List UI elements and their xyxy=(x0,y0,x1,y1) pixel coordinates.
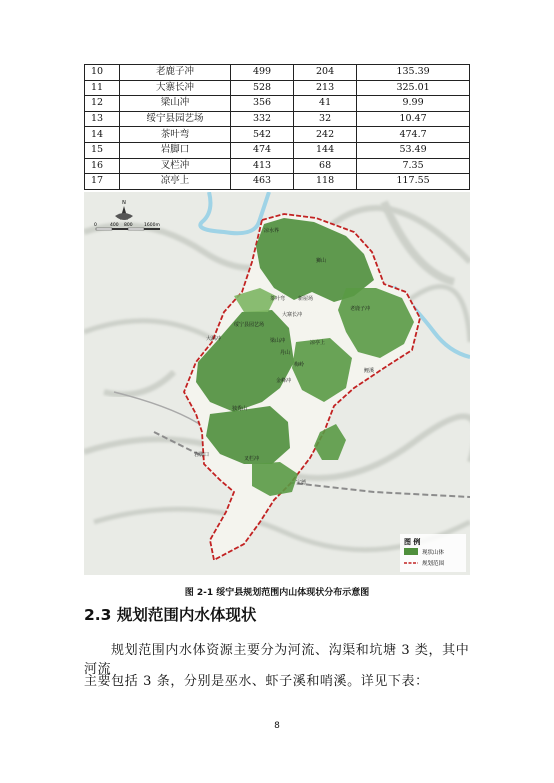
place-label: 金峰冲 xyxy=(276,378,292,384)
table-cell-c: 9.99 xyxy=(357,96,470,112)
place-label: 鲤溪 xyxy=(364,368,375,374)
table-row xyxy=(85,80,470,96)
scale-tick: 400 xyxy=(110,223,119,228)
table-cell-a: 356 xyxy=(231,96,294,112)
table-cell-a: 528 xyxy=(231,80,294,96)
table-cell-c: 7.35 xyxy=(357,158,470,174)
scale-tick: 1600m xyxy=(144,223,160,228)
table-cell-name: 梁山冲 xyxy=(120,96,231,112)
table-cell-id: 14 xyxy=(85,127,120,143)
table-cell-id: 16 xyxy=(85,158,120,174)
table-cell-name: 茶叶弯 xyxy=(120,127,231,143)
figure-caption: 图 2-1 绥宁县规划范围内山体现状分布示意图 xyxy=(184,588,370,598)
place-label: 叉栏冲 xyxy=(244,456,260,462)
table-cell-name: 岩脚口 xyxy=(120,142,231,158)
scale-tick: 0 xyxy=(94,223,97,228)
table-cell-a: 499 xyxy=(231,65,294,81)
paragraph-line: 主要包括 3 条，分别是巫水、虾子溪和哨溪。详见下表： xyxy=(84,674,429,689)
table-cell-a: 332 xyxy=(231,111,294,127)
legend-label: 现状山体 xyxy=(422,550,445,556)
table-cell-id: 17 xyxy=(85,174,120,190)
paragraph-line: 规划范围内水体资源主要分为河流、沟渠和坑塘 3 类，其中河流 xyxy=(84,643,470,677)
table-cell-id: 12 xyxy=(85,96,120,112)
table-cell-b: 242 xyxy=(294,127,357,143)
table-cell-c: 53.49 xyxy=(357,142,470,158)
table-cell-b: 144 xyxy=(294,142,357,158)
table-row xyxy=(85,96,470,112)
table-cell-name: 绥宁县园艺场 xyxy=(120,111,231,127)
place-label: 梅岭 xyxy=(294,362,305,368)
mountain-data-table xyxy=(84,64,470,190)
place-label: 茶叶弯 xyxy=(270,296,286,302)
place-label: 大洞冲 xyxy=(206,336,222,342)
table-cell-a: 463 xyxy=(231,174,294,190)
place-label: 岩脚口 xyxy=(194,452,210,458)
table-cell-b: 204 xyxy=(294,65,357,81)
table-cell-id: 11 xyxy=(85,80,120,96)
place-label: 丹山 xyxy=(280,350,291,356)
place-label: 老鹿子冲 xyxy=(350,306,371,312)
place-label: 凉亭上 xyxy=(310,340,326,346)
north-label: N xyxy=(122,200,126,206)
table-cell-b: 213 xyxy=(294,80,357,96)
table-cell-a: 474 xyxy=(231,142,294,158)
legend-title: 图 例 xyxy=(404,538,421,546)
place-label: 绥宁县园艺场 xyxy=(234,322,265,328)
table-cell-c: 10.47 xyxy=(357,111,470,127)
scale-tick: 800 xyxy=(124,223,133,228)
table-cell-b: 118 xyxy=(294,174,357,190)
place-label: 梁山冲 xyxy=(270,338,286,344)
map-legend xyxy=(400,534,466,572)
table-cell-id: 15 xyxy=(85,142,120,158)
legend-swatch xyxy=(404,548,418,555)
place-label: 新屋场 xyxy=(298,296,314,302)
table-row xyxy=(85,174,470,190)
table-cell-c: 325.01 xyxy=(357,80,470,96)
place-label: 宝德 xyxy=(296,480,307,486)
table-cell-name: 老鹿子冲 xyxy=(120,65,231,81)
table-cell-c: 474.7 xyxy=(357,127,470,143)
table-cell-id: 13 xyxy=(85,111,120,127)
legend-label: 规划范围 xyxy=(422,561,445,567)
table-cell-b: 41 xyxy=(294,96,357,112)
table-cell-name: 大寨长冲 xyxy=(120,80,231,96)
table-cell-id: 10 xyxy=(85,65,120,81)
place-label: 大寨长冲 xyxy=(282,312,303,318)
section-heading: 2.3 规划范围内水体现状 xyxy=(84,606,257,624)
table-cell-b: 68 xyxy=(294,158,357,174)
page-number: 8 xyxy=(274,721,280,731)
table-cell-c: 135.39 xyxy=(357,65,470,81)
mountain-distribution-map xyxy=(84,192,470,575)
table-cell-b: 32 xyxy=(294,111,357,127)
table-cell-name: 凉亭上 xyxy=(120,174,231,190)
table-row xyxy=(85,142,470,158)
table-cell-a: 413 xyxy=(231,158,294,174)
table-row xyxy=(85,127,470,143)
place-label: 狮山 xyxy=(316,258,327,264)
table-row xyxy=(85,65,470,81)
table-cell-name: 叉栏冲 xyxy=(120,158,231,174)
table-cell-a: 542 xyxy=(231,127,294,143)
table-cell-c: 117.55 xyxy=(357,174,470,190)
place-label: 独秀山 xyxy=(232,406,248,412)
table-row xyxy=(85,111,470,127)
table-row xyxy=(85,158,470,174)
place-label: 凉水界 xyxy=(264,228,280,234)
